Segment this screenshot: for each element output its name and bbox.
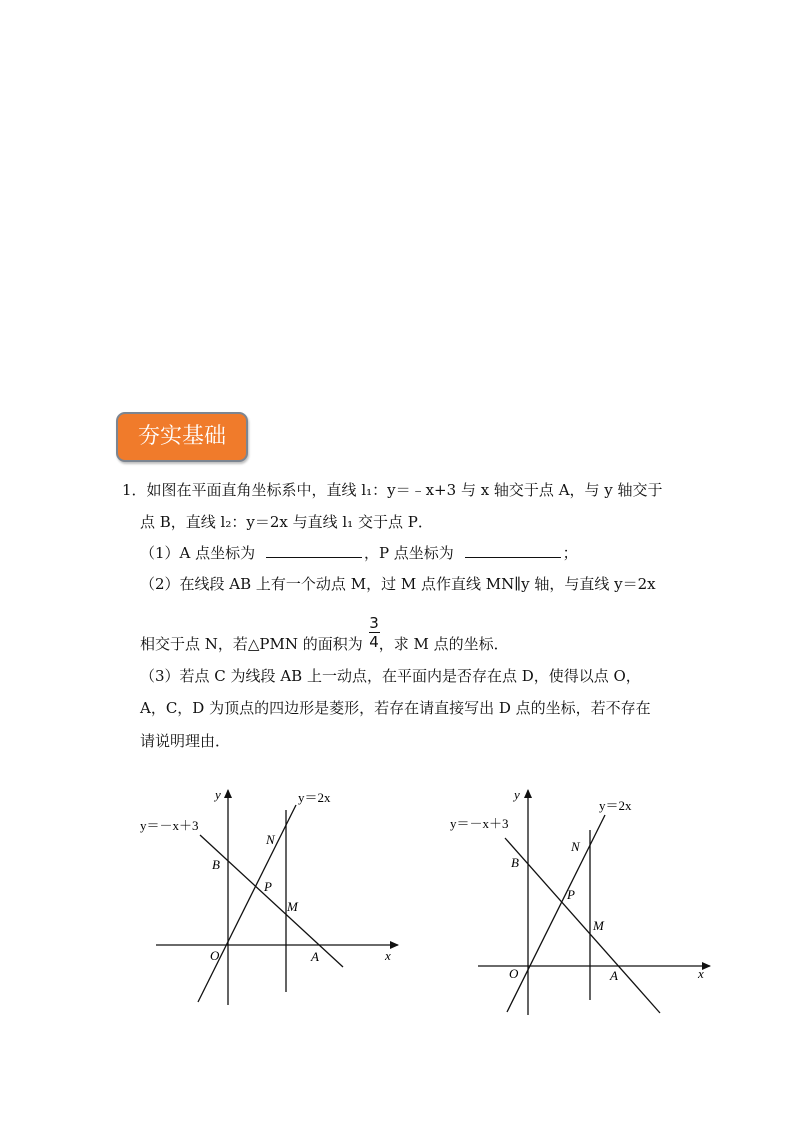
label-l2: y＝2x <box>298 790 331 805</box>
point-o: O <box>509 966 519 981</box>
problem-line-2: 点 B，直线 l₂：y＝2x 与直线 l₁ 交于点 P． <box>140 513 433 531</box>
question-1 <box>140 543 578 563</box>
point-o: O <box>210 948 220 963</box>
point-p: P <box>264 879 272 894</box>
label-y: y <box>514 787 520 802</box>
point-m: M <box>287 899 298 914</box>
point-b: B <box>212 857 220 872</box>
q2-text-a: 相交于点 N，若△PMN 的面积为 <box>140 635 363 653</box>
q1-label-p: ，P 点坐标为 <box>363 544 454 562</box>
answer-blank-p[interactable] <box>465 543 561 558</box>
figure-left <box>130 780 410 1020</box>
problem-number: 1． <box>122 481 147 499</box>
question-3-line-3: 请说明理由． <box>140 732 231 750</box>
q1-label-a: （1）A 点坐标为 <box>140 544 256 562</box>
label-x: x <box>698 966 704 981</box>
fraction-denominator: 4 <box>369 633 379 651</box>
figure-right <box>445 780 725 1025</box>
fraction-numerator: 3 <box>369 614 379 632</box>
label-x: x <box>385 948 391 963</box>
question-3-line-1: （3）若点 C 为线段 AB 上一动点，在平面内是否存在点 D，使得以点 O， <box>140 667 641 685</box>
section-badge: 夯实基础 <box>116 412 248 462</box>
point-a: A <box>610 968 618 983</box>
point-b: B <box>511 855 519 870</box>
point-p: P <box>567 887 575 902</box>
problem-line-1 <box>122 480 663 500</box>
point-n: N <box>266 832 275 847</box>
question-2-line-2 <box>140 634 509 654</box>
line-l2 <box>198 805 296 1002</box>
point-n: N <box>571 839 580 854</box>
question-2-line-1: （2）在线段 AB 上有一个动点 M，过 M 点作直线 MN∥y 轴，与直线 y＝2x <box>140 575 656 593</box>
label-l2: y＝2x <box>599 798 632 813</box>
point-a: A <box>311 949 319 964</box>
q2-text-b: ，求 M 点的坐标． <box>378 635 509 653</box>
label-y: y <box>215 787 221 802</box>
q1-end: ； <box>562 544 578 562</box>
answer-blank-a[interactable] <box>266 543 362 558</box>
label-l1: y＝－x＋3 <box>140 818 199 833</box>
label-l1: y＝－x＋3 <box>450 816 509 831</box>
problem-stem-1: 如图在平面直角坐标系中，直线 l₁：y＝﹣x+3 与 x 轴交于点 A，与 y 轴交于 <box>146 481 663 499</box>
point-m: M <box>593 918 604 933</box>
question-3-line-2: A，C，D 为顶点的四边形是菱形，若存在请直接写出 D 点的坐标，若不存在 <box>140 699 651 717</box>
